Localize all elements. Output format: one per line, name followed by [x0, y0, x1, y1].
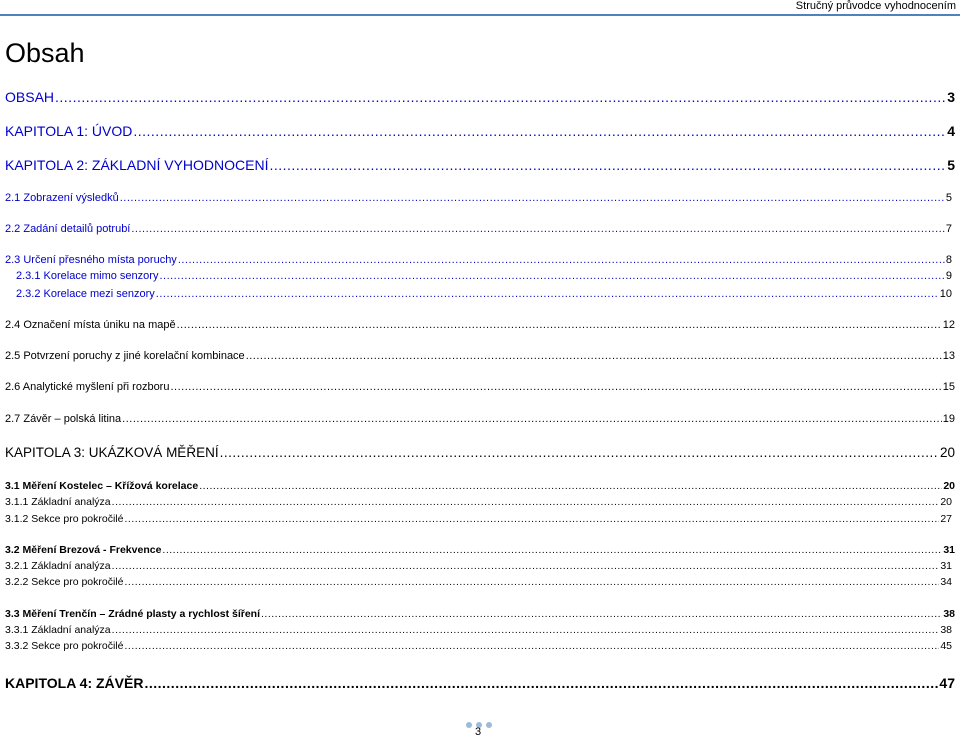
toc-entry-label: 3.2.2 Sekce pro pokročilé — [5, 576, 124, 588]
dot-leader — [112, 496, 940, 508]
toc-entry-2-1[interactable] — [0, 192, 960, 204]
toc-entry-page: 34 — [940, 576, 952, 588]
toc-entry-2-5[interactable] — [0, 350, 960, 362]
toc-entry-label: 3.3.1 Základní analýza — [5, 624, 111, 636]
toc-entry-page: 9 — [945, 270, 952, 282]
dot-leader — [144, 675, 938, 691]
dot-leader — [112, 624, 940, 636]
toc-entry-page: 12 — [942, 319, 955, 331]
dot-leader — [269, 157, 946, 173]
toc-entry-3-2-1[interactable] — [0, 560, 960, 572]
footer-dot — [486, 722, 492, 728]
toc-entry-label: 3.1 Měření Kostelec – Křížová korelace — [5, 480, 199, 492]
toc-entry-3-3-1[interactable] — [0, 624, 960, 636]
dot-leader — [124, 576, 939, 588]
dot-leader — [131, 223, 945, 235]
dot-leader — [199, 480, 942, 492]
dot-leader — [120, 192, 945, 204]
toc-entry-page: 5 — [945, 192, 952, 204]
toc-entry-page: 13 — [942, 350, 955, 362]
toc-entry-label: KAPITOLA 4: ZÁVĚR — [5, 675, 144, 691]
toc-entry-label: 3.1.2 Sekce pro pokročilé — [5, 513, 124, 525]
toc-entry-label: 2.6 Analytické myšlení při rozboru — [5, 381, 170, 393]
toc-entry-label: 3.1.1 Základní analýza — [5, 496, 111, 508]
toc-entry-kapitola-2[interactable] — [0, 157, 960, 173]
toc-entry-label: 2.3.1 Korelace mimo senzory — [16, 270, 159, 282]
running-header: Stručný průvodce vyhodnocením — [795, 0, 956, 12]
toc-entry-3-1-2[interactable] — [0, 513, 960, 525]
footer-dot — [466, 722, 472, 728]
dot-leader — [261, 608, 942, 620]
toc-entry-page: 31 — [943, 544, 955, 556]
toc-entry-page: 15 — [942, 381, 955, 393]
toc-entry-label: 3.3 Měření Trenčín – Zrádné plasty a rychlost šíření — [5, 608, 261, 620]
toc-entry-label: 2.1 Zobrazení výsledků — [5, 192, 119, 204]
toc-entry-page: 38 — [943, 608, 955, 620]
dot-leader — [170, 381, 941, 393]
toc-entry-page: 7 — [945, 223, 952, 235]
toc-entry-label: 2.2 Zadání detailů potrubí — [5, 223, 131, 235]
header-rule — [0, 14, 960, 16]
toc-entry-page: 8 — [945, 254, 952, 266]
toc-entry-obsah[interactable] — [0, 89, 960, 105]
page-number: 3 — [475, 726, 482, 738]
dot-leader — [124, 513, 939, 525]
toc-entry-label: 2.3 Určení přesného místa poruchy — [5, 254, 177, 266]
toc-entry-3-1[interactable] — [0, 480, 960, 492]
toc-entry-3-2-2[interactable] — [0, 576, 960, 588]
toc-entry-page: 38 — [940, 624, 952, 636]
toc-entry-label: 3.2.1 Základní analýza — [5, 560, 111, 572]
dot-leader — [177, 319, 942, 331]
toc-entry-2-3-2[interactable] — [0, 288, 960, 300]
toc-entry-2-4[interactable] — [0, 319, 960, 331]
dot-leader — [124, 640, 939, 652]
toc-title: Obsah — [5, 38, 85, 68]
toc-entry-label: 3.2 Měření Brezová - Frekvence — [5, 544, 162, 556]
toc-entry-page: 20 — [943, 480, 955, 492]
toc-entry-2-7[interactable] — [0, 413, 960, 425]
toc-entry-page: 3 — [947, 89, 955, 105]
toc-entry-3-1-1[interactable] — [0, 496, 960, 508]
toc-entry-label: KAPITOLA 2: ZÁKLADNÍ VYHODNOCENÍ — [5, 157, 269, 173]
toc-entry-3-3-2[interactable] — [0, 640, 960, 652]
toc-entry-2-3[interactable] — [0, 254, 960, 266]
toc-entry-label: 2.4 Označení místa úniku na mapě — [5, 319, 176, 331]
dot-leader — [178, 254, 945, 266]
toc-entry-page: 27 — [940, 513, 952, 525]
toc-entry-page: 20 — [939, 445, 955, 460]
toc-entry-kapitola-3[interactable] — [0, 445, 960, 460]
dot-leader — [246, 350, 942, 362]
dot-leader — [156, 288, 939, 300]
dot-leader — [133, 123, 946, 139]
toc-entry-label: KAPITOLA 3: UKÁZKOVÁ MĚŘENÍ — [5, 445, 219, 460]
toc-entry-label: 2.3.2 Korelace mezi senzory — [16, 288, 155, 300]
dot-leader — [162, 544, 942, 556]
toc-entry-page: 20 — [940, 496, 952, 508]
toc-entry-page: 31 — [940, 560, 952, 572]
dot-leader — [122, 413, 942, 425]
toc-entry-2-6[interactable] — [0, 381, 960, 393]
toc-entry-kapitola-1[interactable] — [0, 123, 960, 139]
toc-entry-3-3[interactable] — [0, 608, 960, 620]
toc-entry-page: 5 — [947, 157, 955, 173]
toc-entry-page: 4 — [947, 123, 955, 139]
toc-entry-label: 2.5 Potvrzení poruchy z jiné korelační kombinace — [5, 350, 245, 362]
toc-entry-2-2[interactable] — [0, 223, 960, 235]
toc-entry-label: 2.7 Závěr – polská litina — [5, 413, 122, 425]
toc-entry-page: 45 — [940, 640, 952, 652]
toc-entry-3-2[interactable] — [0, 544, 960, 556]
toc-entry-label: KAPITOLA 1: ÚVOD — [5, 123, 133, 139]
dot-leader — [220, 445, 939, 460]
toc-entry-page: 47 — [939, 675, 955, 691]
toc-entry-2-3-1[interactable] — [0, 270, 960, 282]
toc-entry-label: 3.3.2 Sekce pro pokročilé — [5, 640, 124, 652]
dot-leader — [112, 560, 940, 572]
toc-entry-label: OBSAH — [5, 89, 55, 105]
toc-entry-page: 10 — [939, 288, 952, 300]
dot-leader — [159, 270, 944, 282]
dot-leader — [55, 89, 946, 105]
toc-entry-page: 19 — [942, 413, 955, 425]
toc-entry-kapitola-4[interactable] — [0, 675, 960, 691]
